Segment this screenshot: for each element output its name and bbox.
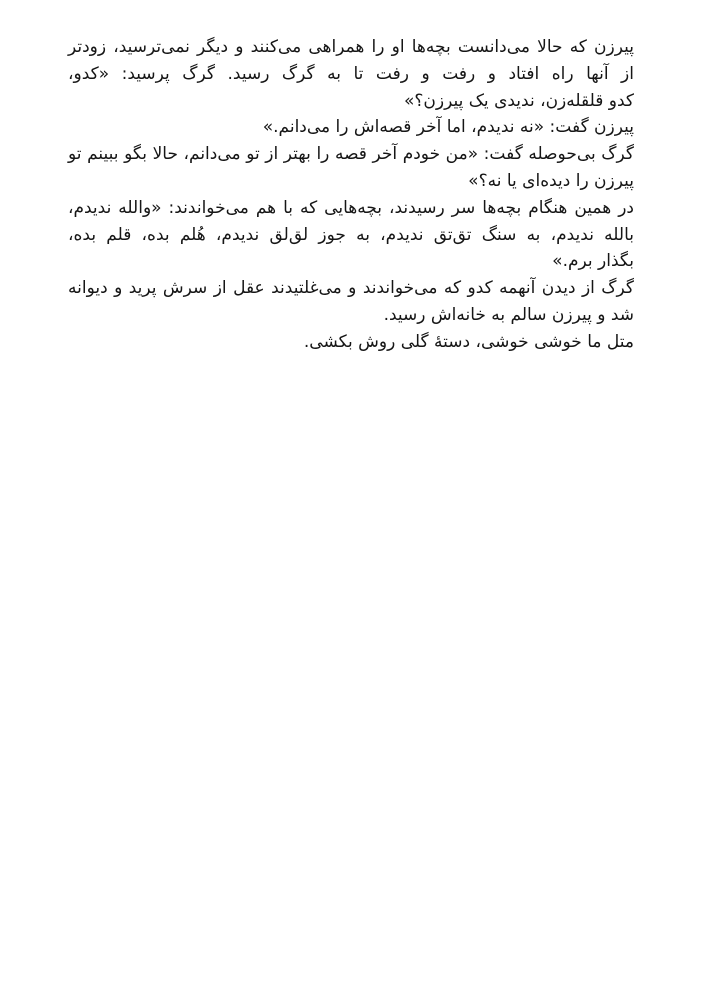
text-line: بگذار برم.» xyxy=(552,251,634,272)
story-text xyxy=(68,34,634,356)
text-line: پیرزن را دیده‌ای یا نه؟» xyxy=(468,170,634,191)
text-line: از آنها راه افتاد و رفت و رفت تا به گرگ رسید. گرگ پرسید: «کدو، xyxy=(68,63,634,84)
text-line: متل ما خوشی خوشی، دستهٔ گلی روش بکشی. xyxy=(303,331,634,352)
text-line: در همین هنگام بچه‌ها سر رسیدند، بچه‌هایی که با هم می‌خواندند: «والله ندیدم، xyxy=(68,197,634,218)
text-line: بالله ندیدم، به سنگ تق‌تق ندیدم، به جوز لق‌لق ندیدم، هُلم بده، قلم بده، xyxy=(68,224,634,245)
text-line: پیرزن که حالا می‌دانست بچه‌ها او را همراهی می‌کنند و دیگر نمی‌ترسید، زودتر xyxy=(68,37,634,57)
text-line: گرگ بی‌حوصله گفت: «من خودم آخر قصه را بهتر از تو می‌دانم، حالا بگو ببینم تو xyxy=(68,144,634,165)
text-line: شد و پیرزن سالم به خانه‌اش رسید. xyxy=(383,304,634,325)
text-line: کدو قلقله‌زن، ندیدی یک پیرزن؟» xyxy=(403,90,634,111)
text-line: پیرزن گفت: «نه ندیدم، اما آخر قصه‌اش را می‌دانم.» xyxy=(262,117,634,138)
text-line: گرگ از دیدن آنهمه کدو که می‌خواندند و می‌غلتیدند عقل از سرش پرید و دیوانه xyxy=(68,278,634,299)
